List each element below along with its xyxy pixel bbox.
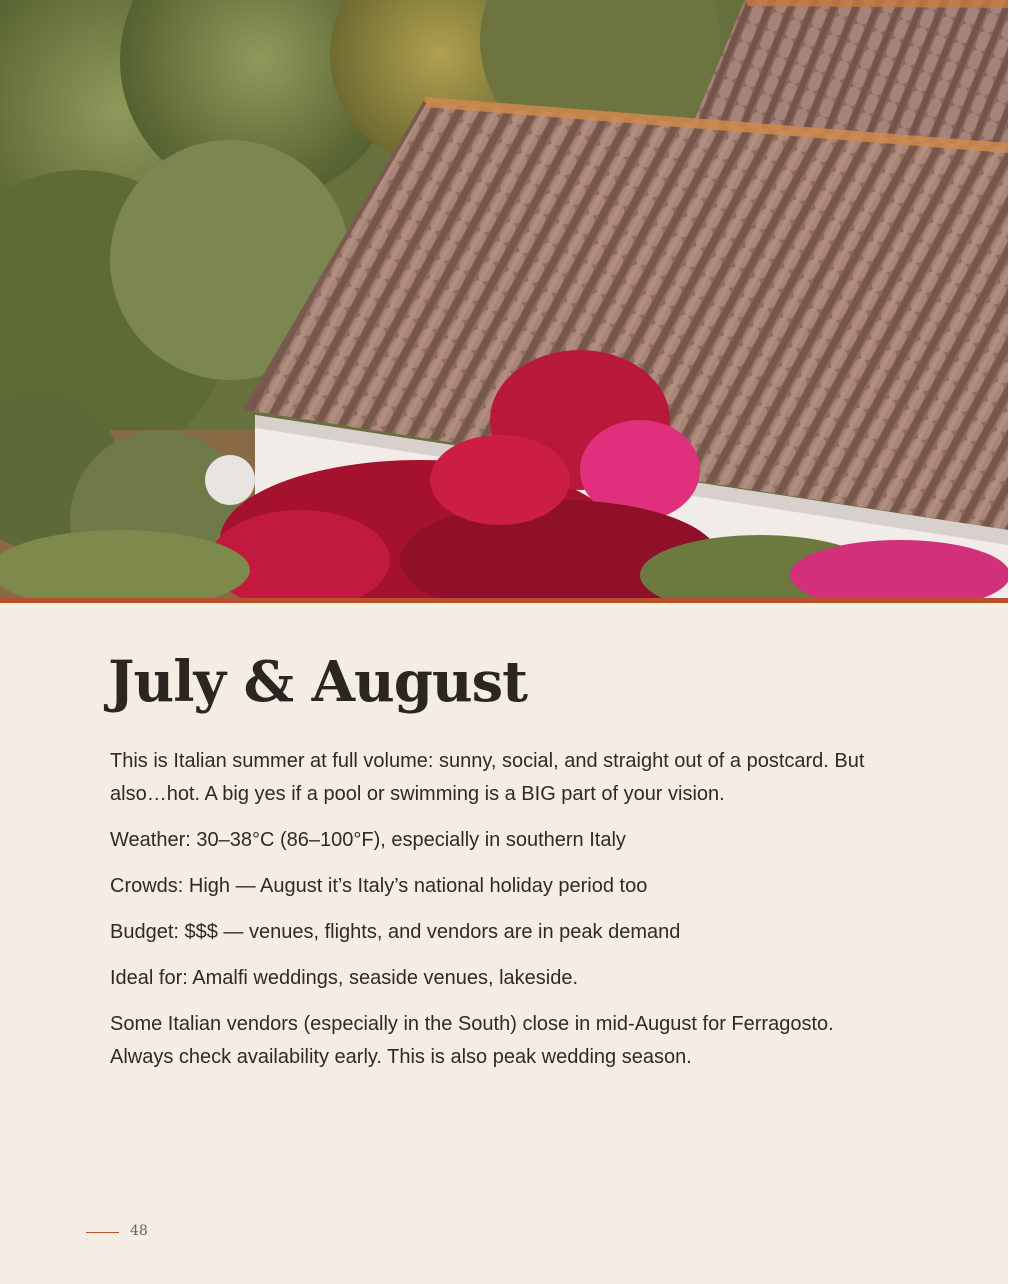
crowds-line: Crowds: High — August it’s Italy’s national holiday period too [110, 875, 648, 897]
ferragosto-note: Some Italian vendors (especially in the South) close in mid-August for Ferragosto. Always check availability early. This is also peak wedding season. [110, 1013, 834, 1068]
hero-photo [0, 0, 1008, 598]
budget-line: Budget: $$$ — venues, flights, and vendors are in peak demand [110, 921, 681, 943]
body-content [110, 745, 870, 1073]
weather-line: Weather: 30–38°C (86–100°F), especially in southern Italy [110, 829, 626, 851]
intro-paragraph: This is Italian summer at full volume: sunny, social, and straight out of a postcard. But also…hot. A big yes if a pool or swimming is a BIG part of your vision. [110, 750, 865, 805]
ideal-for-line: Ideal for: Amalfi weddings, seaside venues, lakeside. [110, 967, 579, 989]
page-number: 48 [130, 1223, 148, 1239]
page-title: July & August [108, 649, 528, 715]
footer-rule [86, 1232, 119, 1233]
accent-rule [0, 598, 1008, 603]
